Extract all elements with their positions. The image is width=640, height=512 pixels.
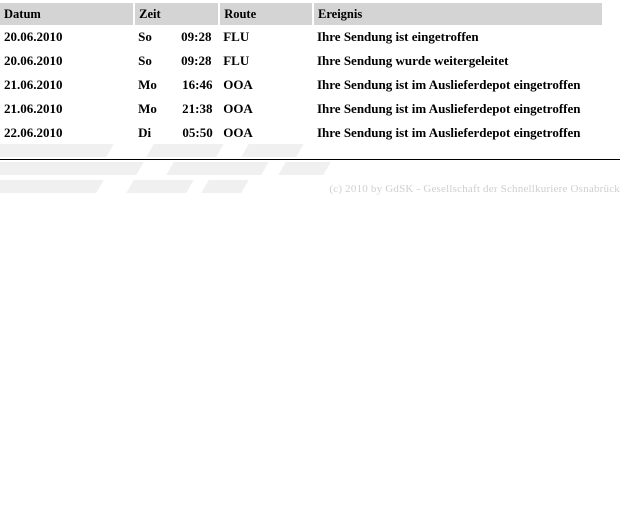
table-row <box>0 121 602 145</box>
cell-date: 22.06.2010 <box>0 121 134 145</box>
cell-day: Mo <box>138 77 157 92</box>
table-row <box>0 49 602 73</box>
cell-time <box>134 121 219 145</box>
column-header-route: Route <box>219 3 313 25</box>
table-body <box>0 25 602 145</box>
cell-event: Ihre Sendung ist im Auslieferdepot eingetroffen <box>313 97 602 121</box>
cell-event: Ihre Sendung ist im Auslieferdepot eingetroffen <box>313 121 602 145</box>
shipment-tracking-table <box>0 3 602 145</box>
watermark-stripe <box>166 162 269 175</box>
cell-route: FLU <box>219 25 313 49</box>
cell-time <box>134 49 219 73</box>
cell-day: So <box>138 29 152 44</box>
cell-route: FLU <box>219 49 313 73</box>
cell-event: Ihre Sendung ist im Auslieferdepot eingetroffen <box>313 73 602 97</box>
column-header-zeit: Zeit <box>134 3 219 25</box>
table-row <box>0 73 602 97</box>
cell-time-value: 09:28 <box>181 29 212 44</box>
watermark-stripe <box>0 144 114 157</box>
cell-date: 20.06.2010 <box>0 49 134 73</box>
watermark-stripe <box>278 162 331 175</box>
table-header-row <box>0 3 602 25</box>
watermark-stripe <box>0 162 144 175</box>
cell-route: OOA <box>219 121 313 145</box>
footer-copyright: (c) 2010 by GdSK - Gesellschaft der Schnellkuriere Osnabrück <box>329 183 620 195</box>
cell-time-value: 05:50 <box>182 125 213 140</box>
cell-day: Di <box>138 125 152 140</box>
cell-day: So <box>138 53 152 68</box>
cell-date: 21.06.2010 <box>0 73 134 97</box>
cell-time <box>134 25 219 49</box>
table-row <box>0 97 602 121</box>
cell-route: OOA <box>219 97 313 121</box>
cell-route: OOA <box>219 73 313 97</box>
cell-time <box>134 97 219 121</box>
cell-time <box>134 73 219 97</box>
cell-day: Mo <box>138 101 157 116</box>
horizontal-divider <box>0 159 620 160</box>
watermark-stripe <box>146 144 224 157</box>
cell-time-value: 16:46 <box>182 77 213 92</box>
cell-time-value: 09:28 <box>181 53 212 68</box>
cell-date: 21.06.2010 <box>0 97 134 121</box>
watermark-stripe <box>241 144 304 157</box>
table-row <box>0 25 602 49</box>
cell-time-value: 21:38 <box>182 101 213 116</box>
cell-event: Ihre Sendung wurde weitergeleitet <box>313 49 602 73</box>
column-header-datum: Datum <box>0 3 134 25</box>
column-header-ereignis: Ereignis <box>313 3 602 25</box>
cell-event: Ihre Sendung ist eingetroffen <box>313 25 602 49</box>
cell-date: 20.06.2010 <box>0 25 134 49</box>
table-header <box>0 3 602 25</box>
